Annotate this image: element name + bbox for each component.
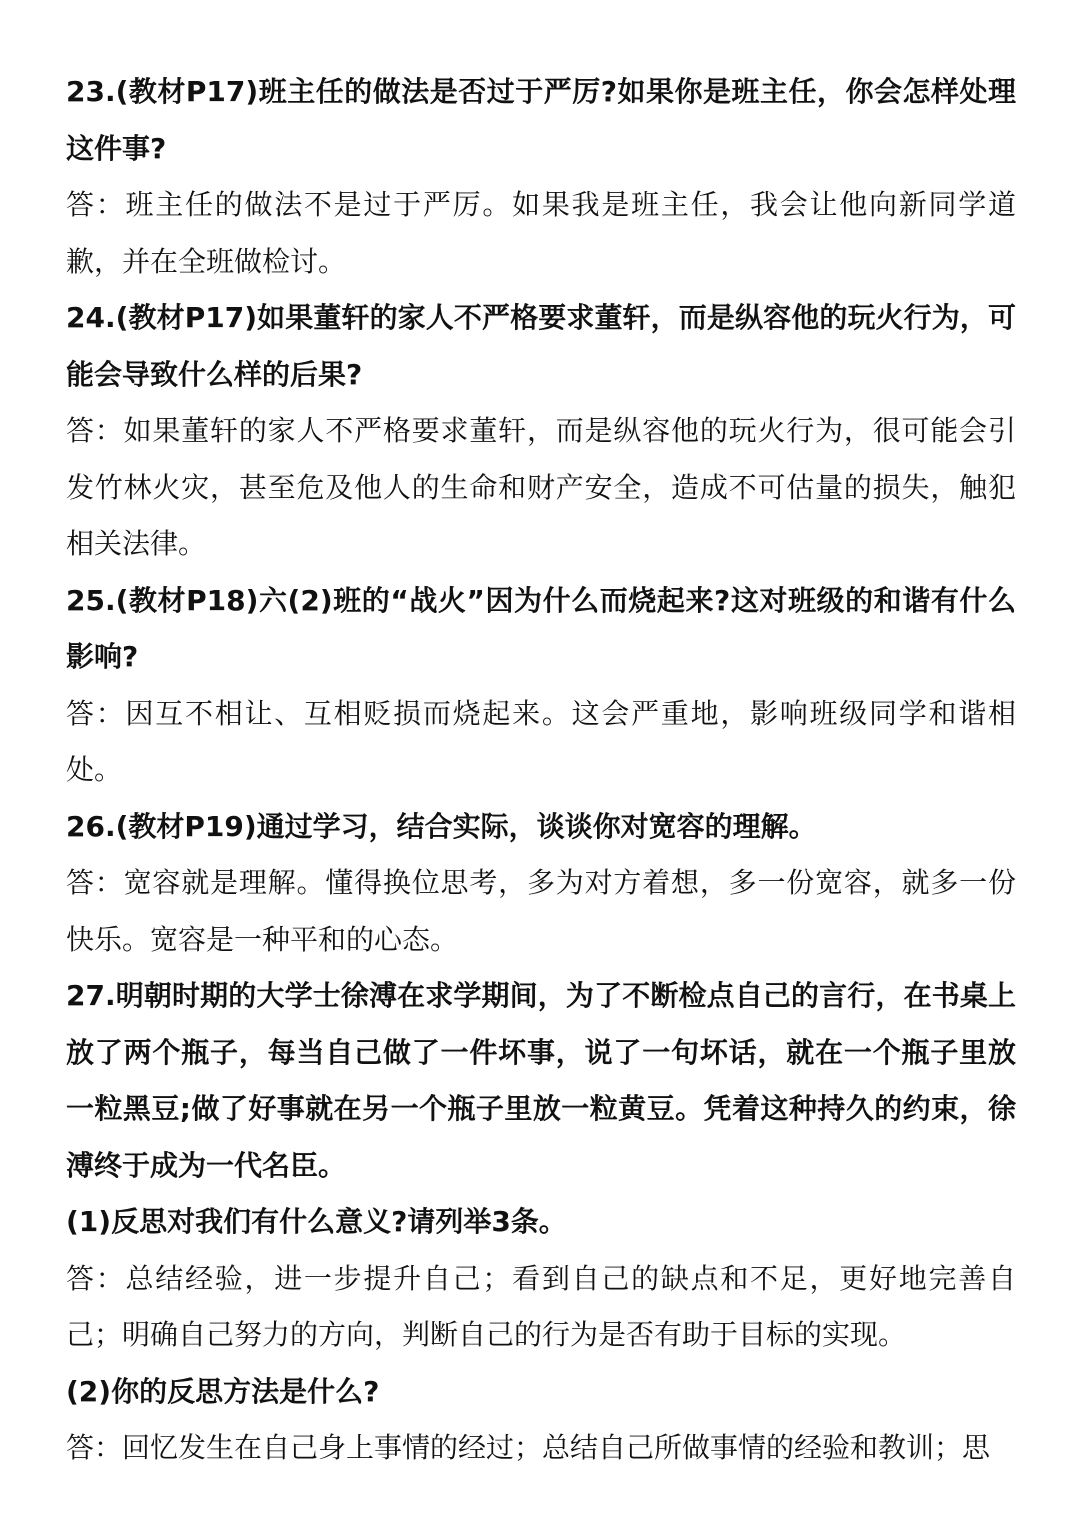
question-27-part-2: (2)你的反思方法是什么?: [66, 1374, 380, 1408]
answer-27-part-2: 答：回忆发生在自己身上事情的经过；总结自己所做事情的经验和教训；思: [66, 1431, 991, 1464]
question-25: 25.(教材P18)六(2)班的“战火”因为什么而烧起来?这对班级的和谐有什么影响?: [66, 583, 1016, 673]
answer-27-part-1: 答：总结经验，进一步提升自己；看到自己的缺点和不足，更好地完善自己；明确自己努力的方向，判断自己的行为是否有助于目标的实现。: [66, 1261, 1016, 1351]
question-23: 23.(教材P17)班主任的做法是否过于严厉?如果你是班主任，你会怎样处理这件事?: [66, 75, 1016, 165]
answer-25: 答：因互不相让、互相贬损而烧起来。这会严重地，影响班级同学和谐相处。: [66, 696, 1016, 786]
document-page: [66, 64, 1016, 1477]
question-26: 26.(教材P19)通过学习，结合实际，谈谈你对宽容的理解。: [66, 809, 817, 843]
question-27: 27.明朝时期的大学士徐溥在求学期间，为了不断检点自己的言行，在书桌上放了两个瓶子，每当自己做了一件坏事，说了一句坏话，就在一个瓶子里放一粒黑豆;做了好事就在另一个瓶子里放一粒黄豆。凭着这种持久的约束，徐溥终于成为一代名臣。: [66, 979, 1016, 1182]
question-27-part-1: (1)反思对我们有什么意义?请列举3条。: [66, 1205, 567, 1238]
answer-24: 答：如果董轩的家人不严格要求董轩，而是纵容他的玩火行为，很可能会引发竹林火灾，甚至危及他人的生命和财产安全，造成不可估量的损失，触犯相关法律。: [66, 414, 1016, 560]
answer-26: 答：宽容就是理解。懂得换位思考，多为对方着想，多一份宽容，就多一份快乐。宽容是一种平和的心态。: [66, 866, 1016, 956]
answer-23: 答：班主任的做法不是过于严厉。如果我是班主任，我会让他向新同学道歉，并在全班做检讨。: [66, 188, 1016, 278]
question-24: 24.(教材P17)如果董轩的家人不严格要求董轩，而是纵容他的玩火行为，可能会导致什么样的后果?: [66, 301, 1016, 391]
